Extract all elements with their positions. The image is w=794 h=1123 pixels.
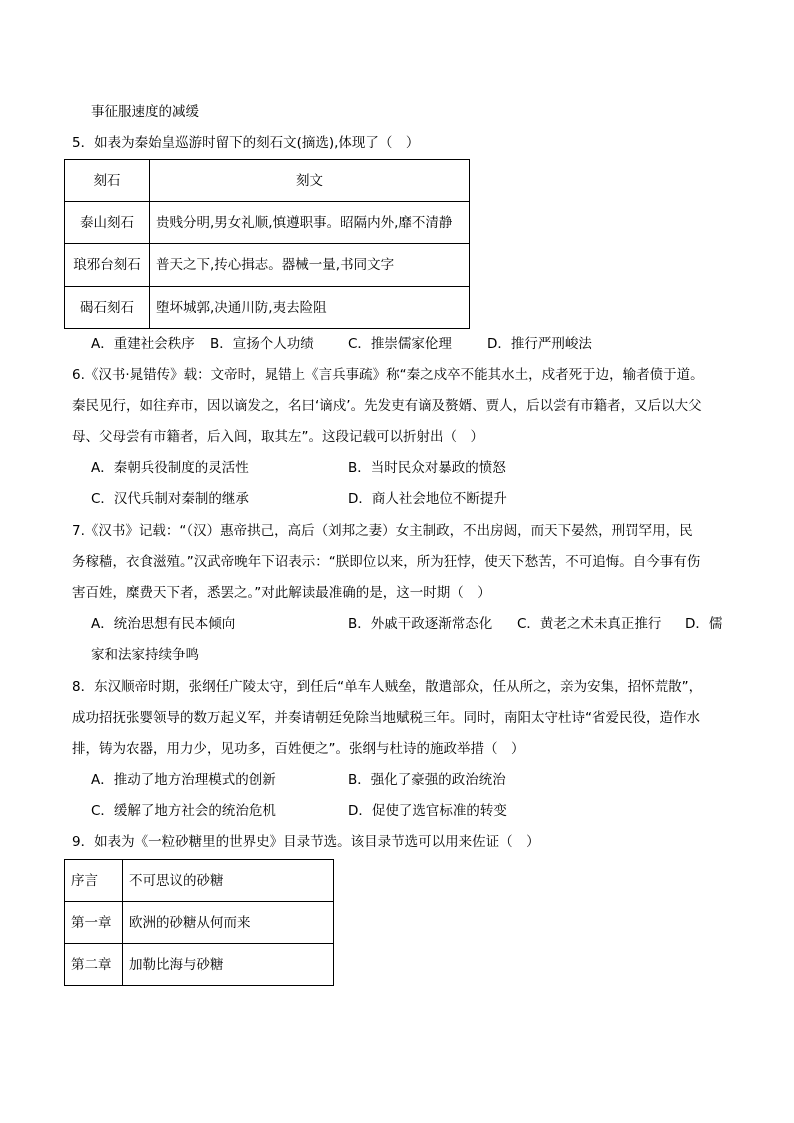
q7-option-a: A．统治思想有民本倾向 xyxy=(91,616,236,632)
table-header-cell: 刻石 xyxy=(65,160,150,202)
q8-option-a: A．推动了地方治理模式的创新 xyxy=(91,772,276,788)
table-header-cell: 刻文 xyxy=(150,160,470,202)
q4-tail: 事征服速度的减缓 xyxy=(91,104,199,120)
q8-line: 排，铸为农器，用力少，见功多，百姓便之”。张纲与杜诗的施政举措（ ） xyxy=(72,741,525,757)
q5-option-a: A．重建社会秩序 xyxy=(91,336,195,352)
q8-option-d: D．促使了选官标准的转变 xyxy=(348,803,507,819)
q6-line: 母、父母尝有市籍者，后入闾，取其左”。这段记载可以折射出（ ） xyxy=(72,429,484,445)
table-row xyxy=(65,902,334,944)
q6-line: 秦民见行，如往弃市，因以谪发之，名曰‘谪戍’。先发吏有谪及赘婿、贾人，后以尝有市籍者，又后以大父 xyxy=(72,398,702,414)
table-cell: 碣石刻石 xyxy=(65,287,150,329)
q7-option-d-continued: 家和法家持续争鸣 xyxy=(91,647,199,663)
table-row xyxy=(65,160,470,202)
q7-line: 害百姓，糜费天下者，悉罢之。”对此解读最准确的是，这一时期（ ） xyxy=(72,585,491,601)
q7-option-c: C．黄老之术未真正推行 xyxy=(517,616,662,632)
table-row xyxy=(65,944,334,986)
q5-option-c: C．推崇儒家伦理 xyxy=(348,336,452,352)
q6-option-a: A．秦朝兵役制度的灵活性 xyxy=(91,460,249,476)
table-cell: 第二章 xyxy=(65,944,123,986)
q6-option-b: B．当时民众对暴政的愤怒 xyxy=(348,460,506,476)
q9-table xyxy=(64,859,334,986)
table-cell: 贵贱分明,男女礼顺,慎遵职事。昭隔内外,靡不清静 xyxy=(150,202,470,244)
q7-line: 7.《汉书》记载：“（汉）惠帝拱己，高后（刘邦之妻）女主制政，不出房闼，而天下晏然，刑罚罕用，民 xyxy=(72,523,693,539)
q7-option-d: D．儒 xyxy=(685,616,723,632)
table-row xyxy=(65,244,470,287)
q6-option-d: D．商人社会地位不断提升 xyxy=(348,491,507,507)
q5-stem: 5．如表为秦始皇巡游时留下的刻石文(摘选),体现了（ ） xyxy=(72,135,420,151)
table-cell: 加勒比海与砂糖 xyxy=(123,944,334,986)
q8-option-b: B．强化了豪强的政治统治 xyxy=(348,772,506,788)
q5-table xyxy=(64,159,470,329)
table-row xyxy=(65,202,470,244)
table-cell: 欧洲的砂糖从何而来 xyxy=(123,902,334,944)
q7-option-b: B．外戚干政逐渐常态化 xyxy=(348,616,493,632)
table-cell: 不可思议的砂糖 xyxy=(123,860,334,902)
table-cell: 琅邪台刻石 xyxy=(65,244,150,287)
table-cell: 第一章 xyxy=(65,902,123,944)
q8-line: 成功招抚张婴领导的数万起义军，并奏请朝廷免除当地赋税三年。同时，南阳太守杜诗“省爱民役，造作水 xyxy=(72,710,700,726)
table-cell: 普天之下,抟心揖志。器械一量,书同文字 xyxy=(150,244,470,287)
q5-option-d: D．推行严刑峻法 xyxy=(487,336,592,352)
q5-option-b: B．宣扬个人功绩 xyxy=(210,336,314,352)
table-cell: 序言 xyxy=(65,860,123,902)
q6-line: 6.《汉书·晁错传》载：文帝时，晁错上《言兵事疏》称“秦之戍卒不能其水土，戍者死于边，输者偾于道。 xyxy=(72,367,704,383)
q8-line: 8．东汉顺帝时期，张纲任广陵太守，到任后“单车人贼垒，散遣部众，任从所之，亲为安集，招怀荒散”， xyxy=(72,679,703,695)
table-row xyxy=(65,287,470,329)
table-cell: 堕坏城郭,决通川防,夷去险阻 xyxy=(150,287,470,329)
q8-option-c: C．缓解了地方社会的统治危机 xyxy=(91,803,276,819)
q6-option-c: C．汉代兵制对秦制的继承 xyxy=(91,491,249,507)
table-cell: 泰山刻石 xyxy=(65,202,150,244)
q7-line: 务稼穑，衣食滋殖。”汉武帝晚年下诏表示：“朕即位以来，所为狂悖，使天下愁苦，不可追悔。自今事有伤 xyxy=(72,554,701,570)
q9-stem: 9．如表为《一粒砂糖里的世界史》目录节选。该目录节选可以用来佐证（ ） xyxy=(72,834,540,850)
table-row xyxy=(65,860,334,902)
